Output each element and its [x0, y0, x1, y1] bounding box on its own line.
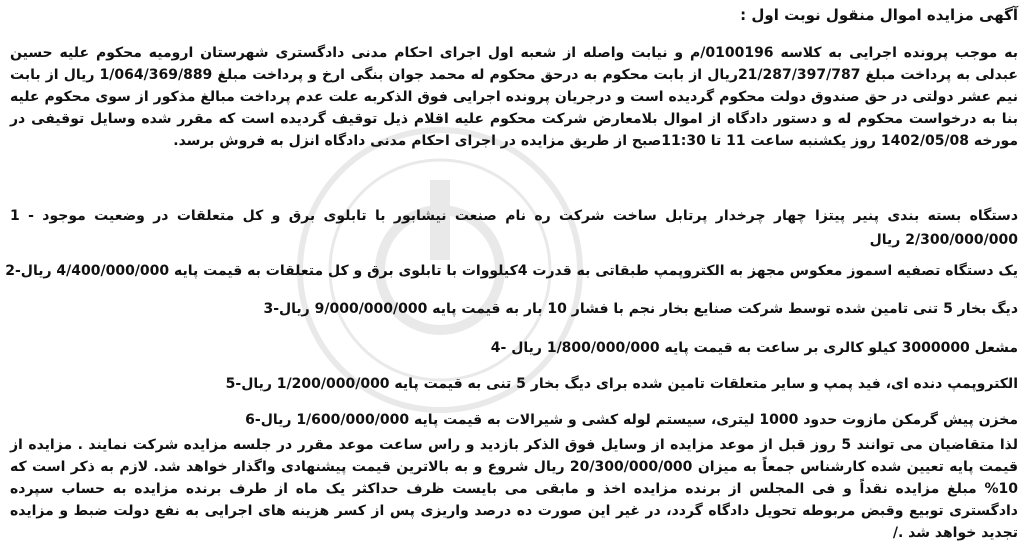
notice-closing-paragraph: لذا متقاضیان می توانند 5 روز قبل از موعد مزایده از وسایل فوق الذکر بازدید و راس ساعت موعد مقرر در جلسه مزایده شرکت نمایند . مزایده از قیمت پایه تعیین شده کارشناس جمعاً به میزان 20/300/000/000 ریال شروع و به بالاترین قیمت پیشنهادی واگذار خواهد شد. لازم به ذکر است که 10% مبلغ مزایده نقداً و فی المجلس از برنده مزایده اخذ و مابقی می بایست ظرف حداکثر یک ماه از طرف برنده مزایده به حساب سپرده دادگستری توبیع وقبض مربوطه تحویل دادگاه گردد، در غیر این صورت ده درصد واریزی پس از کسر هزینه های اجرایی به نفع دولت ضبط و مزایده تجدید خواهد شد ./ [10, 437, 1019, 541]
list-item: مخزن پیش گرمکن مازوت حدود 1000 لیتری، سیستم لوله کشی و شیرالات به قیمت پایه 1/600/000/000 ریال-6 [245, 412, 1018, 428]
list-item: یک دستگاه تصفیه اسموز معکوس مجهز به الکتروپمپ طبقاتی به قدرت 4کیلووات با تابلوی برق و کل متعلقات به قیمت پایه 4/400/000/000 ریال-2 [5, 263, 1018, 279]
list-item: دستگاه بسته بندی پنیر پیتزا چهار چرخدار پرتابل ساخت شرکت ره نام صنعت نیشابور با تابلوی برق و کل متعلقات در وضعیت موجود - 1 2/300/000/000 ریال [10, 208, 1018, 248]
list-item: دیگ بخار 5 تنی تامین شده توسط شرکت صنایع بخار نجم با فشار 10 بار به قیمت پایه 9/000/000/000 ریال-3 [263, 301, 1018, 317]
notice-title: آگهی مزایده اموال منقول نوبت اول : [740, 6, 1018, 24]
list-item: مشعل 3000000 کیلو کالری بر ساعت به قیمت پایه 1/800/000/000 ریال -4 [490, 340, 1018, 356]
list-item: الکتروپمپ دنده ای، فید پمپ و سایر متعلقات تامین شده برای دیگ بخار 5 تنی به قیمت پایه 1/200/000/000 ریال-5 [225, 376, 1018, 392]
notice-intro-paragraph: به موجب پرونده اجرایی به کلاسه 0100196/م و نیابت واصله از شعبه اول اجرای احکام مدنی دادگستری شهرستان ارومیه محکوم علیه حسین عبدلی به پرداخت مبلغ 21/287/397/787ریال از بابت محکوم به درحق محکوم له محمد جوان بنگی ارخ و پرداخت مبلغ 1/064/369/889 ریال از بابت نیم عشر دولتی در حق صندوق دولت محکوم گردیده است و درجریان پرونده اجرایی فوق الذکربه علت عدم پرداخت مبالغ مذکور از سوی محکوم علیه بنا به درخواست محکوم له و دستور دادگاه از اموال بلامعارض شرکت محکوم علیه اقلام ذیل توقیف گردیده است که مقرر شده وسایل توقیفی در مورخه 1402/05/08 روز یکشنبه ساعت 11 تا 11:30صبح از طریق مزایده در اجرای احکام مدنی دادگاه انزل به فروش برسد. [10, 45, 1019, 149]
